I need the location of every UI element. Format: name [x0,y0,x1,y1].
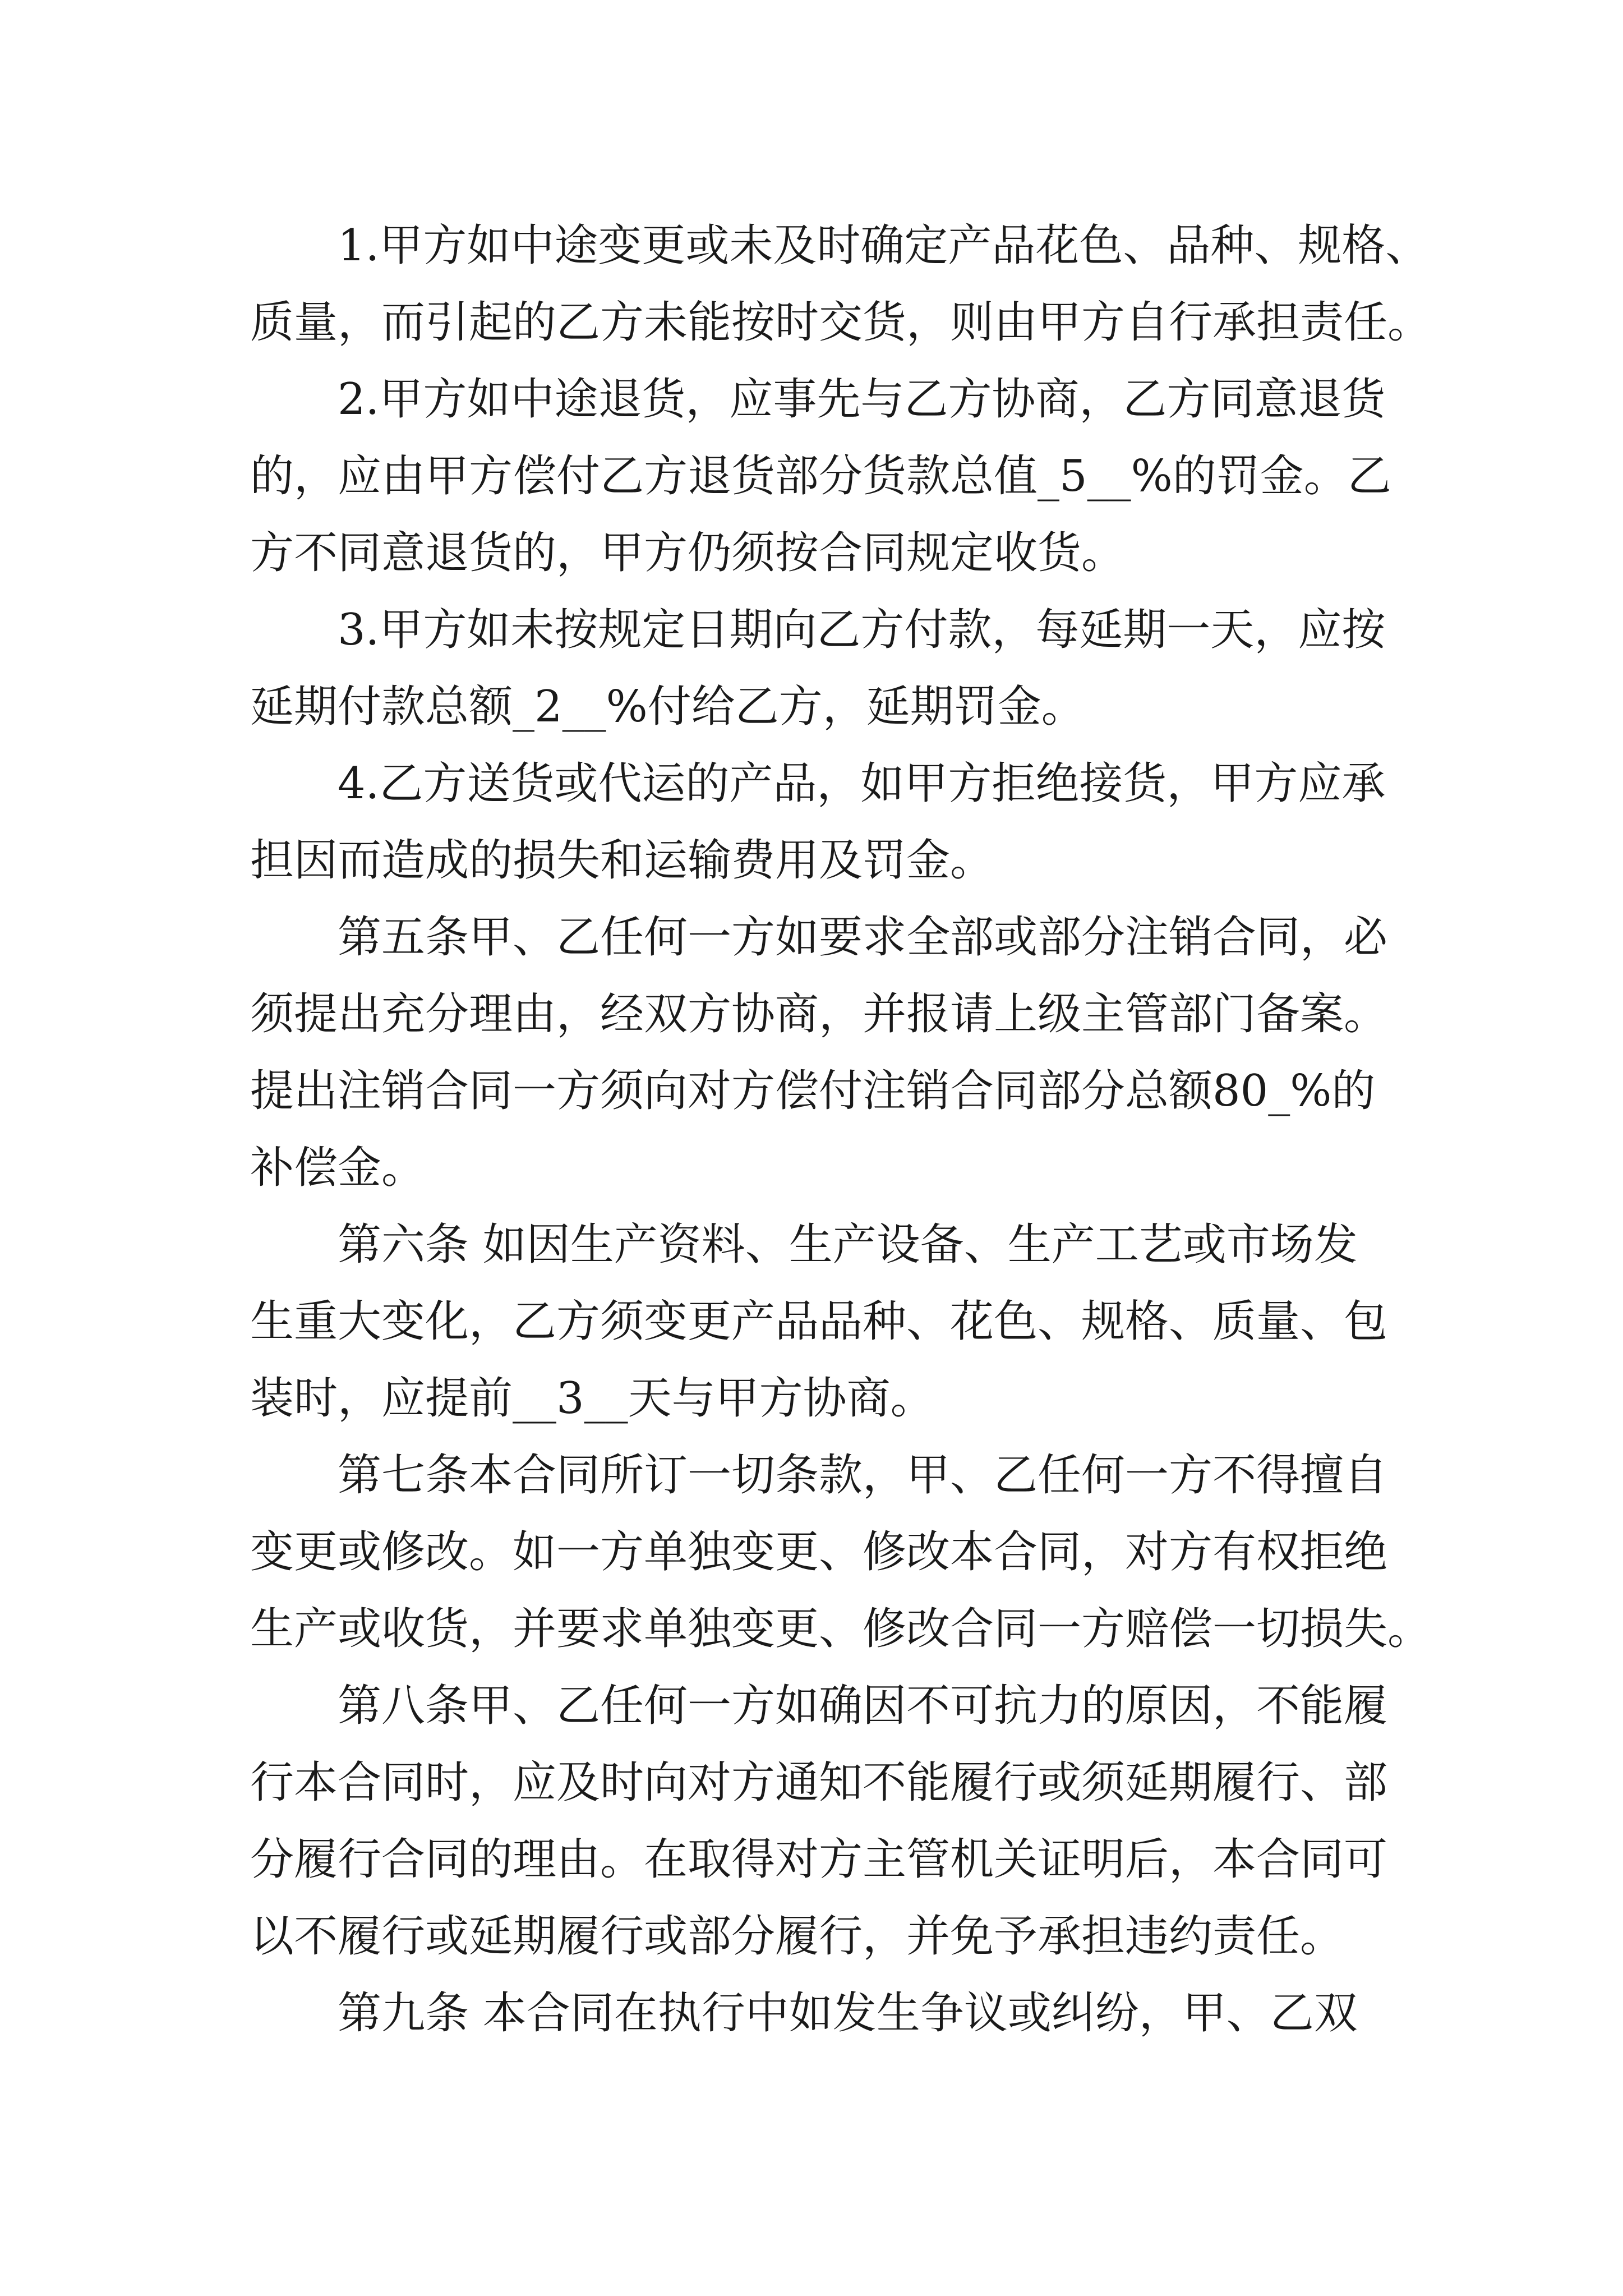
clause-line: 的，应由甲方偿付乙方退货部分货款总值_5__%的罚金。乙 [250,451,1391,501]
clause-line: 生产或收货，并要求单独变更、修改合同一方赔偿一切损失。 [250,1604,1432,1654]
clause-line: 第七条本合同所订一切条款，甲、乙任何一方不得擅自 [338,1450,1388,1501]
clause-line: 分履行合同的理由。在取得对方主管机关证明后，本合同可 [250,1834,1388,1885]
clause-line: 4.乙方送货或代运的产品，如甲方拒绝接货，甲方应承 [338,758,1386,809]
clause-line: 担因而造成的损失和运输费用及罚金。 [250,835,994,886]
clause-line: 3.甲方如未按规定日期向乙方付款，每延期一天，应按 [338,605,1386,655]
clause-line: 装时，应提前__3__天与甲方协商。 [250,1373,934,1424]
clause-line: 第九条 本合同在执行中如发生争议或纠纷，甲、乙双 [338,1988,1358,2039]
clause-line: 以不履行或延期履行或部分履行，并免予承担违约责任。 [250,1911,1344,1962]
clause-line: 行本合同时，应及时向对方通知不能履行或须延期履行、部 [250,1757,1388,1808]
clause-line: 须提出充分理由，经双方协商，并报请上级主管部门备案。 [250,989,1388,1039]
clause-line: 质量，而引起的乙方未能按时交货，则由甲方自行承担责任。 [250,297,1432,348]
clause-line: 变更或修改。如一方单独变更、修改本合同，对方有权拒绝 [250,1527,1388,1577]
clause-line: 生重大变化，乙方须变更产品品种、花色、规格、质量、包 [250,1296,1388,1347]
clause-line: 1.甲方如中途变更或未及时确定产品花色、品种、规格、 [338,220,1430,271]
contract-body [250,208,1432,2052]
clause-line: 延期付款总额_2__%付给乙方，延期罚金。 [250,682,1085,732]
clause-line: 2.甲方如中途退货，应事先与乙方协商，乙方同意退货 [338,374,1386,425]
clause-line: 第六条 如因生产资料、生产设备、生产工艺或市场发 [338,1220,1358,1270]
clause-line: 补偿金。 [250,1143,426,1193]
clause-line: 第八条甲、乙任何一方如确因不可抗力的原因，不能履 [338,1681,1388,1731]
clause-line: 提出注销合同一方须向对方偿付注销合同部分总额80_%的 [250,1066,1376,1116]
clause-line: 第五条甲、乙任何一方如要求全部或部分注销合同，必 [338,912,1388,963]
clause-line: 方不同意退货的，甲方仍须按合同规定收货。 [250,528,1126,578]
